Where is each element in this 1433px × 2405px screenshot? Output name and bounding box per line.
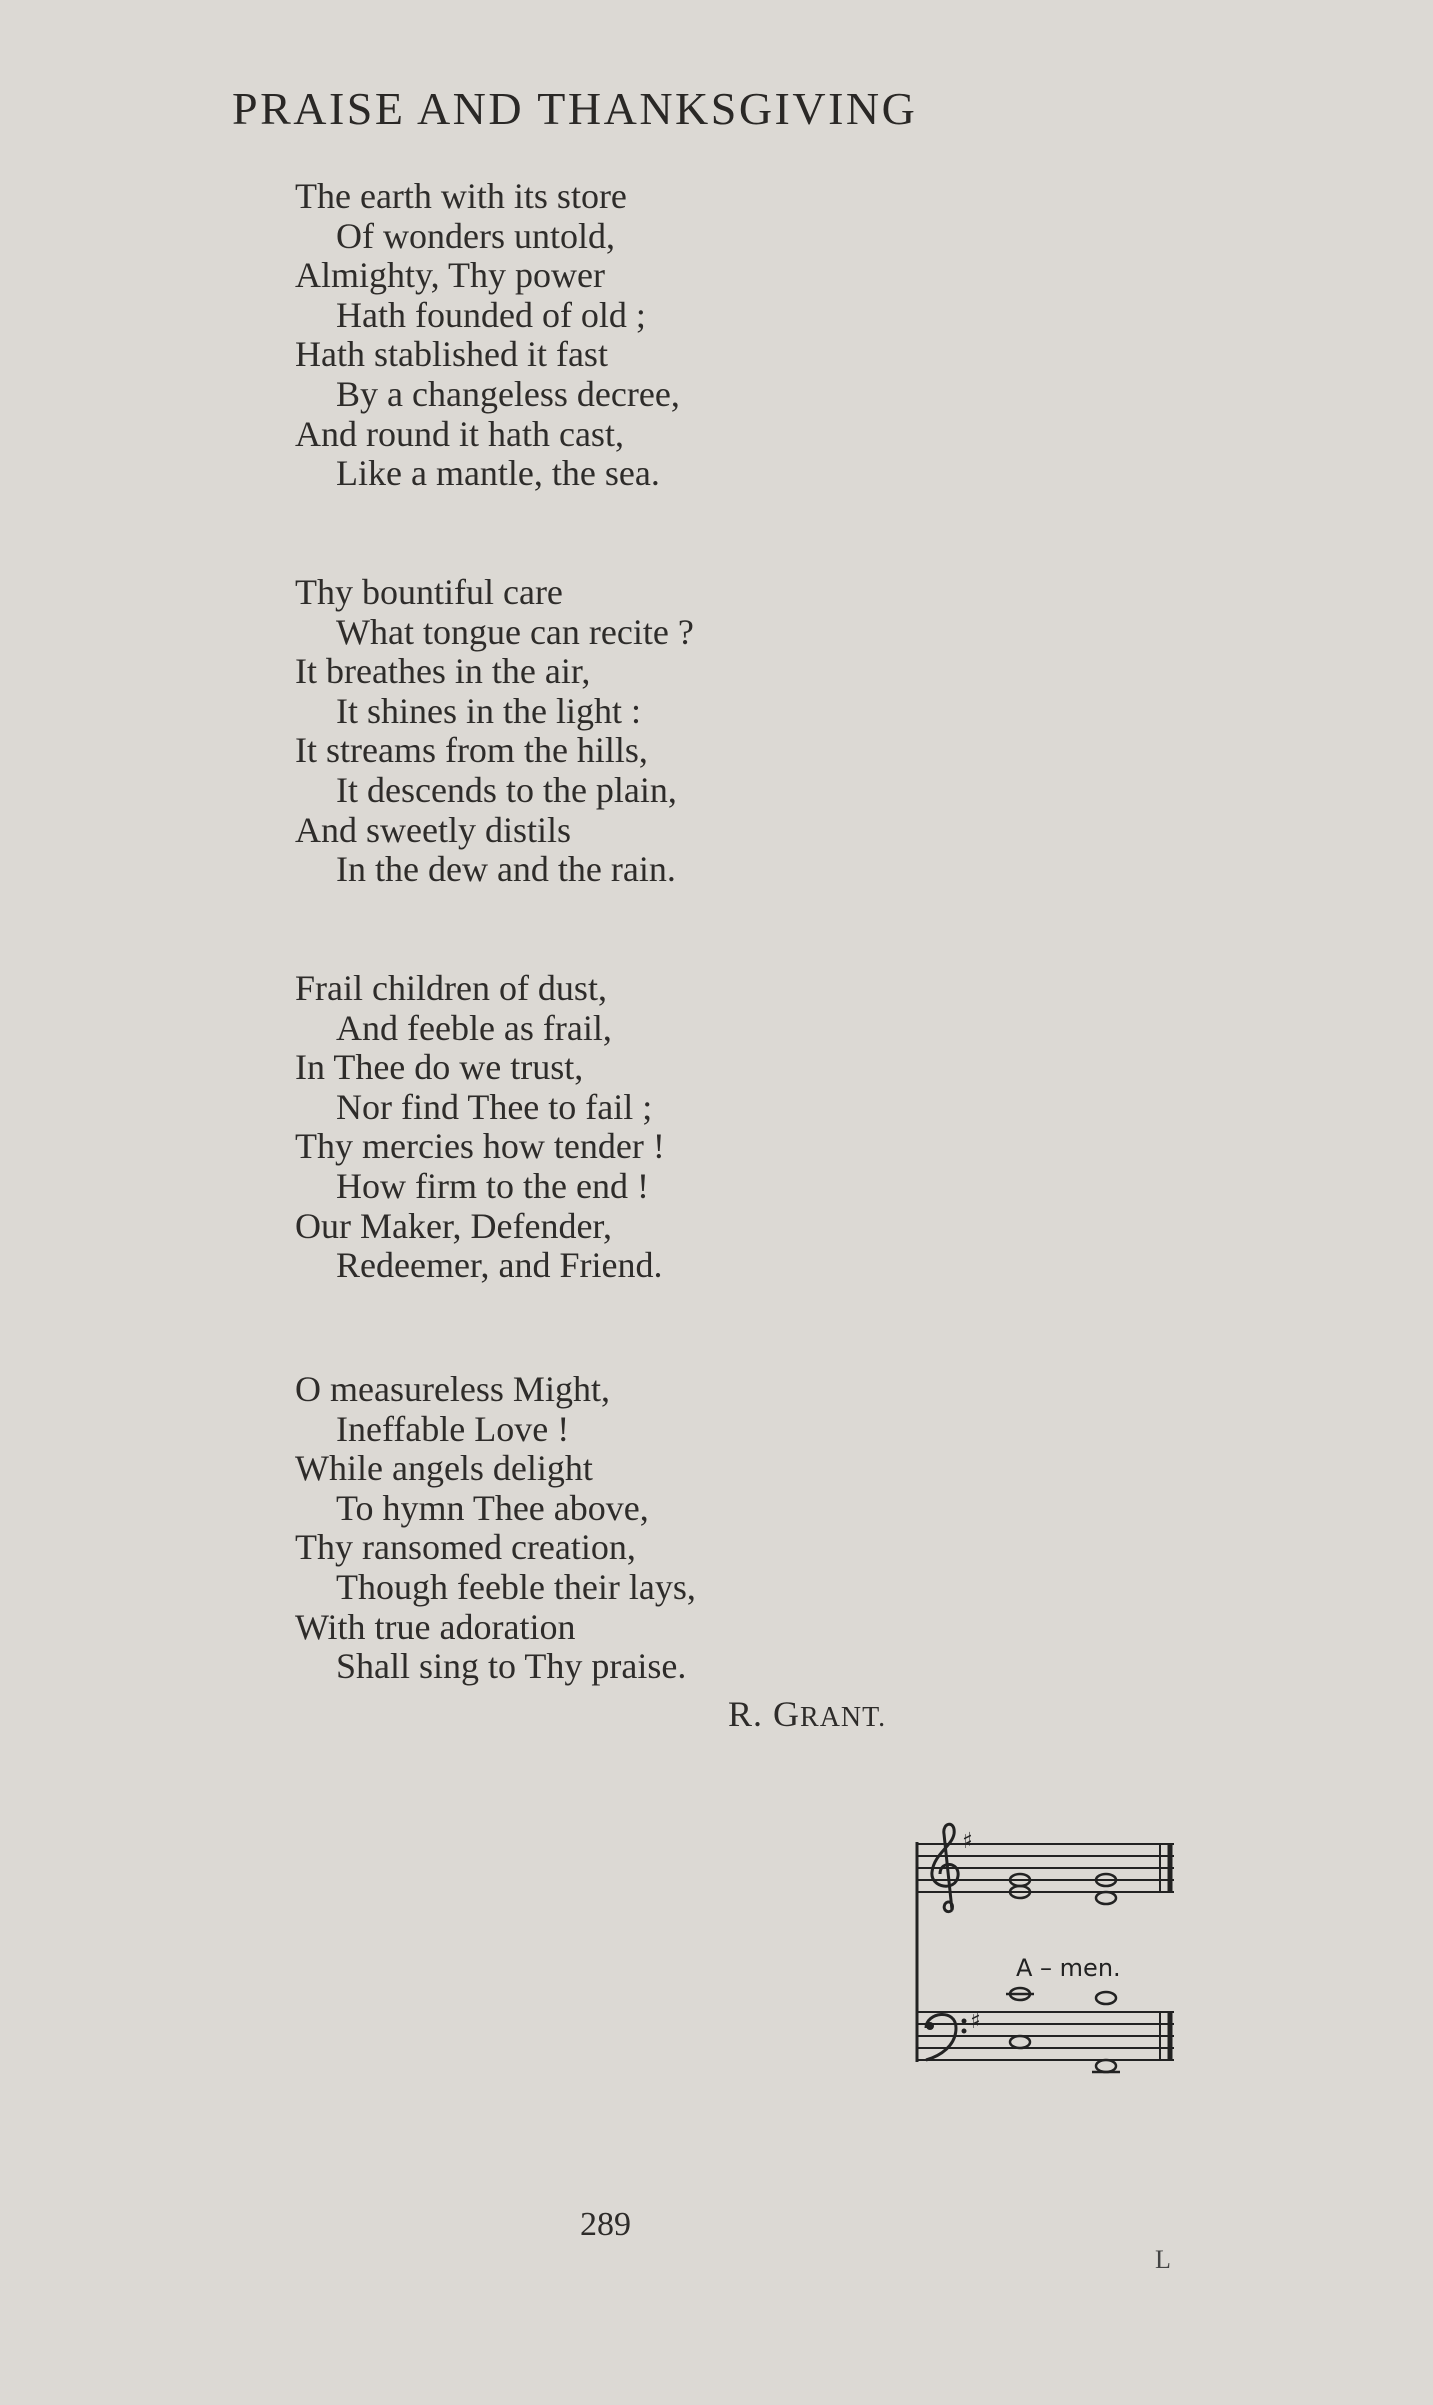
stanza-1 xyxy=(295,177,680,494)
verse-line: With true adoration xyxy=(295,1606,576,1647)
sharp-icon: ♯ xyxy=(962,1829,973,1854)
verse-line: Of wonders untold, xyxy=(336,215,615,256)
stanza-2 xyxy=(295,573,694,890)
verse-line: Frail children of dust, xyxy=(295,968,607,1008)
author-initial: R. xyxy=(728,1694,764,1734)
verse-line: In Thee do we trust, xyxy=(295,1047,584,1088)
final-barline xyxy=(1160,1844,1170,2060)
verse-line: Thy mercies how tender ! xyxy=(295,1126,665,1167)
verse-line: And feeble as frail, xyxy=(336,1007,612,1048)
verse-line: Ineffable Love ! xyxy=(336,1408,570,1449)
verse-line: Hath founded of old ; xyxy=(336,294,646,335)
verse-line: It descends to the plain, xyxy=(336,769,677,810)
verse-line: Almighty, Thy power xyxy=(295,255,605,296)
verse-line: And sweetly distils xyxy=(295,809,571,850)
verse-line: And round it hath cast, xyxy=(295,413,624,454)
bass-clef-icon xyxy=(926,2014,967,2060)
stanza-4 xyxy=(295,1370,696,1687)
sharp-icon: ♯ xyxy=(970,2009,981,2034)
verse-line: To hymn Thee above, xyxy=(336,1487,649,1528)
verse-line: It breathes in the air, xyxy=(295,651,591,692)
verse-line: O measureless Might, xyxy=(295,1369,610,1409)
verse-line: What tongue can recite ? xyxy=(336,611,694,652)
amen-lyric: A – men. xyxy=(1016,1954,1121,1982)
verse-line: Hath stablished it fast xyxy=(295,334,608,375)
treble-notes xyxy=(1010,1874,1116,1904)
verse-line: Shall sing to Thy praise. xyxy=(336,1646,687,1687)
signature-mark: L xyxy=(1155,2245,1171,2274)
verse-line: It streams from the hills, xyxy=(295,730,648,771)
verse-line: The earth with its store xyxy=(295,176,627,216)
author-surname-rest: RANT. xyxy=(800,1702,887,1733)
verse-line: Our Maker, Defender, xyxy=(295,1205,612,1246)
verse-line: Redeemer, and Friend. xyxy=(336,1245,663,1286)
verse-line: It shines in the light : xyxy=(336,690,641,731)
verse-line: Though feeble their lays, xyxy=(336,1566,696,1607)
verse-line: While angels delight xyxy=(295,1448,593,1489)
author-attribution xyxy=(728,1693,886,1735)
verse-line: Thy ransomed creation, xyxy=(295,1527,636,1568)
page-title: PRAISE AND THANKSGIVING xyxy=(232,83,918,134)
author-surname-first: G xyxy=(773,1694,801,1734)
verse-line: In the dew and the rain. xyxy=(336,849,676,890)
verse-line: By a changeless decree, xyxy=(336,373,680,414)
amen-music-staff xyxy=(912,1822,1182,2082)
verse-line: Nor find Thee to fail ; xyxy=(336,1086,653,1127)
verse-line: How firm to the end ! xyxy=(336,1165,649,1206)
stanza-3 xyxy=(295,969,665,1286)
verse-line: Thy bountiful care xyxy=(295,572,563,612)
verse-line: Like a mantle, the sea. xyxy=(336,453,660,494)
page-number: 289 xyxy=(580,2206,631,2243)
